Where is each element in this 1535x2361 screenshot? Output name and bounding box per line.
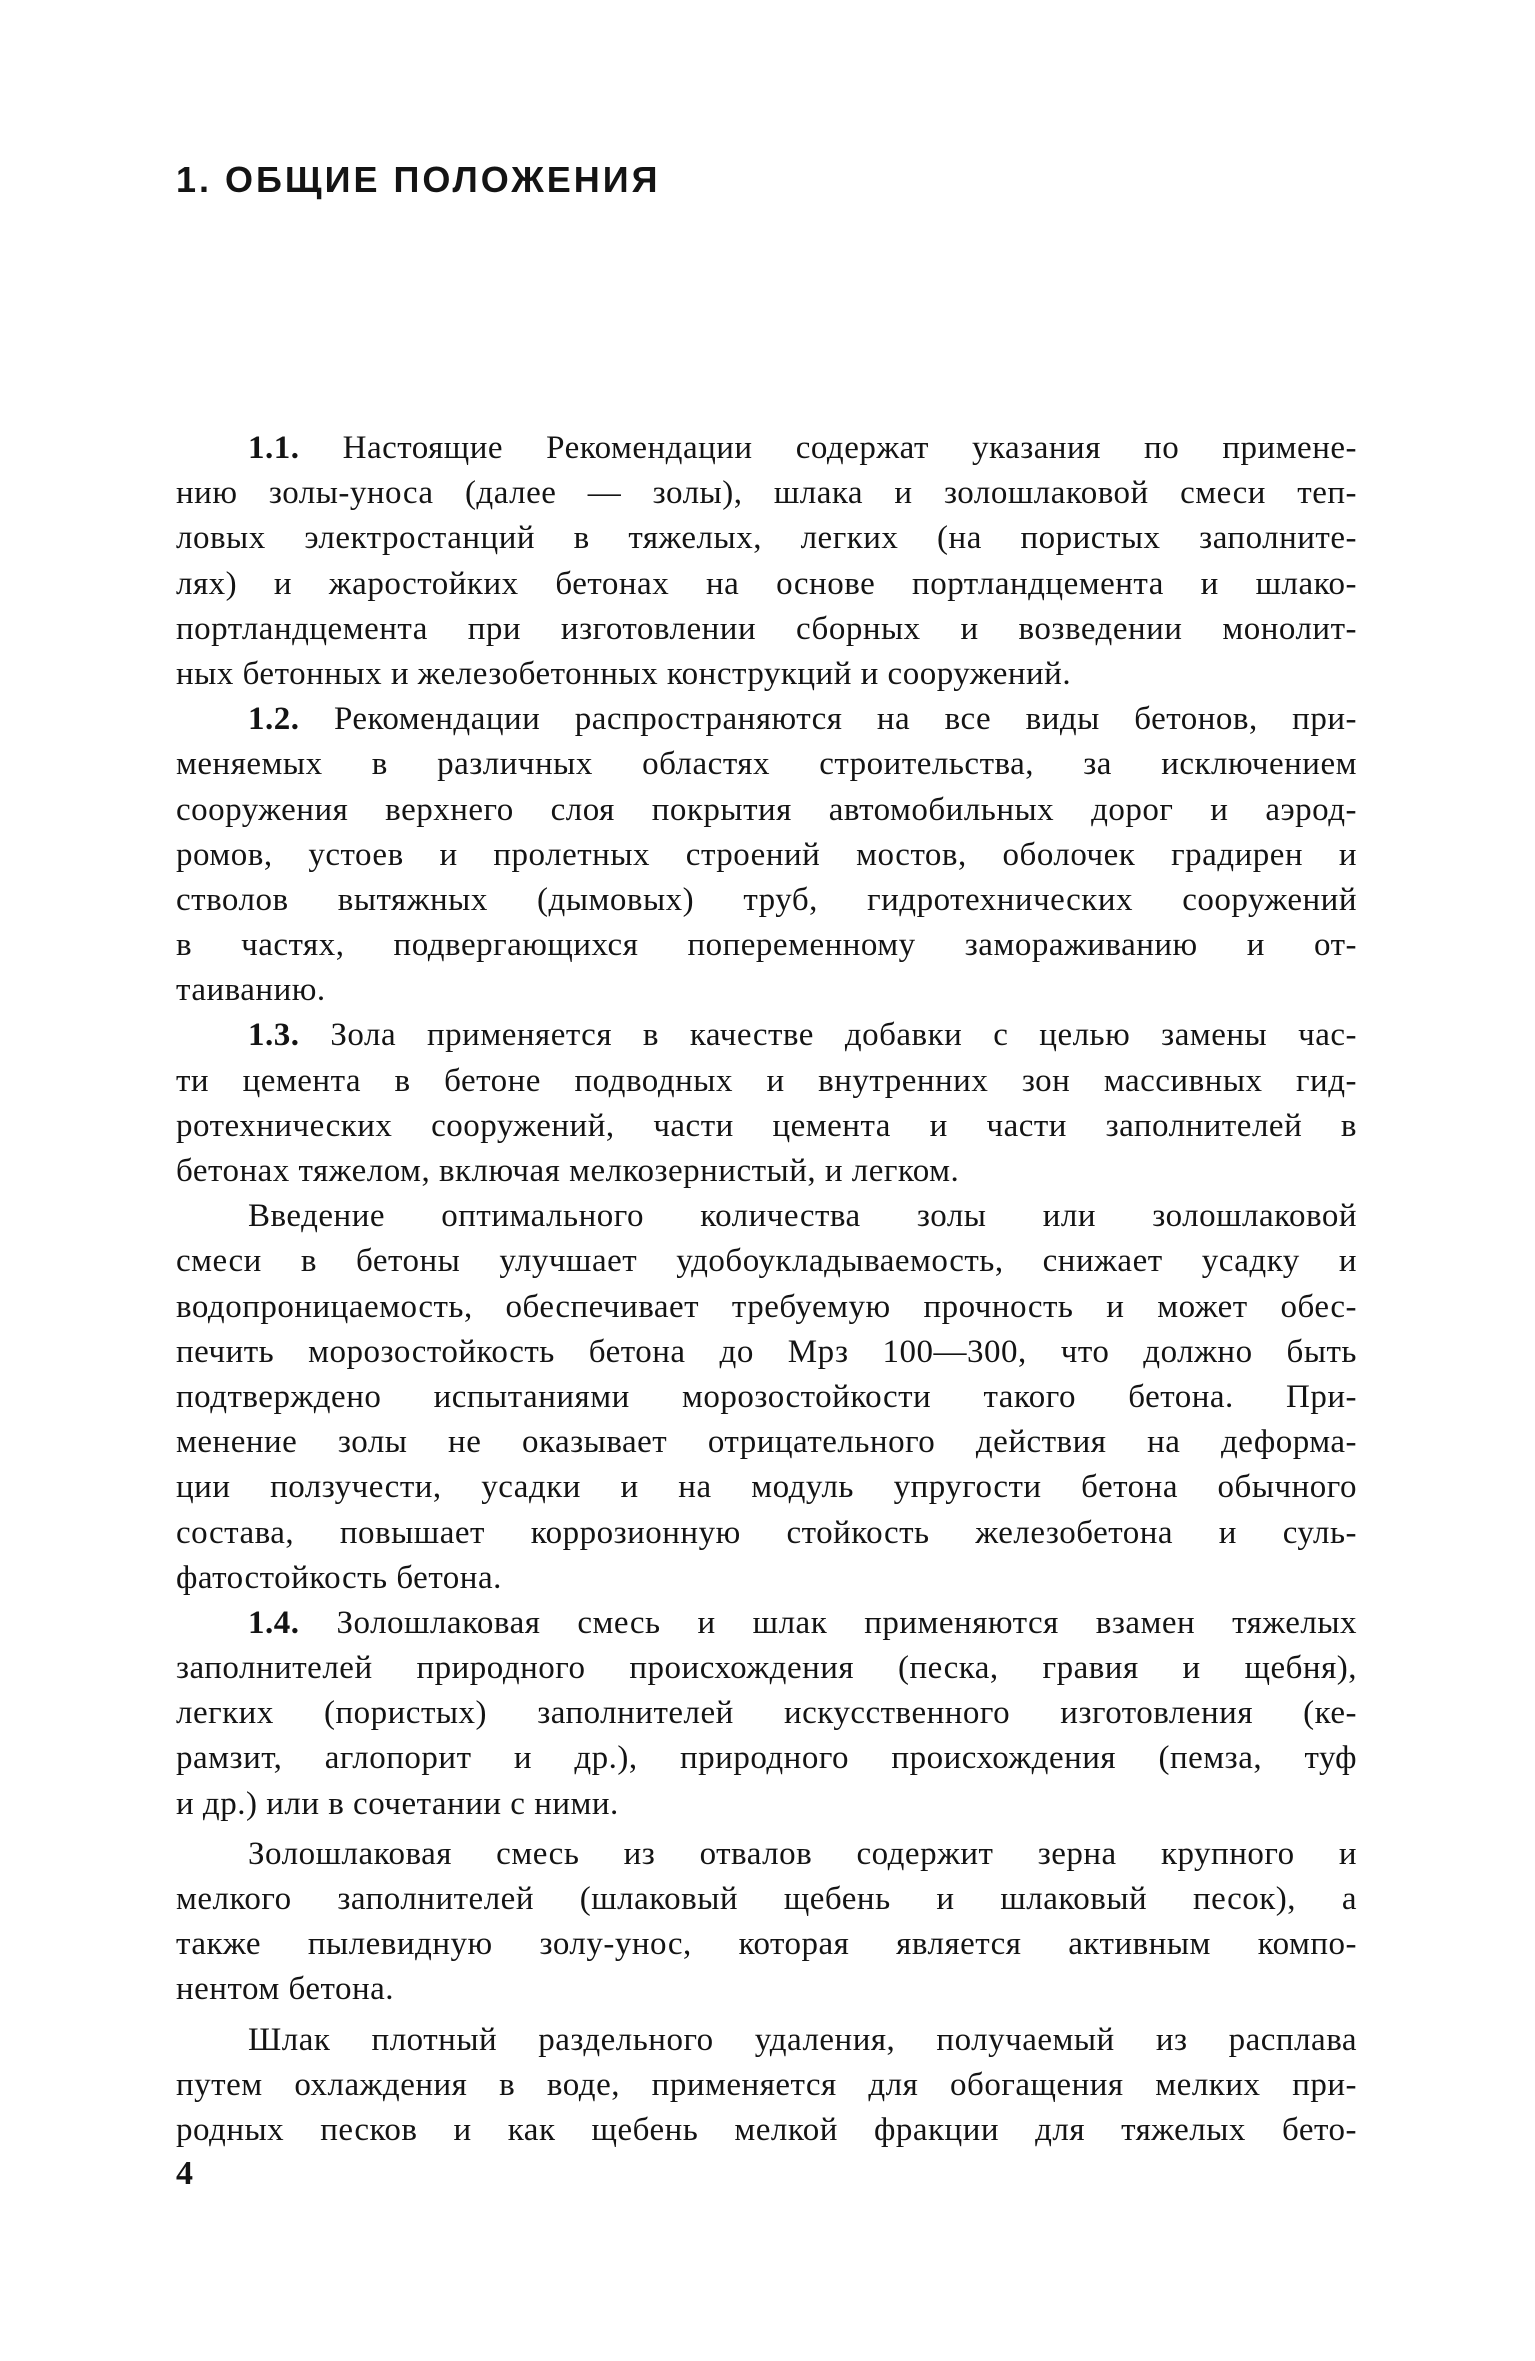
clause-start-line (176, 1013, 1357, 1058)
line-text: Золошлаковая смесь из отвалов содержит зерна крупного и (248, 1835, 1357, 1872)
line-text: родных песков и как щебень мелкой фракции для тяжелых бето- (176, 2111, 1357, 2148)
text-line (176, 923, 1357, 968)
text-line (176, 1877, 1357, 1922)
line-text: Зола применяется в качестве добавки с целью замены час- (299, 1017, 1357, 1054)
line-text: фатостойкость бетона. (176, 1559, 502, 1596)
clause-start-line (176, 697, 1357, 742)
text-line (176, 1239, 1357, 1284)
line-text: лях) и жаростойких бетонах на основе портландцемента и шлако- (176, 565, 1357, 602)
text-line (176, 1782, 1357, 1827)
clause-number: 1.3. (248, 1017, 300, 1054)
text-line (176, 788, 1357, 833)
line-text: меняемых в различных областях строительства, за исключением (176, 746, 1357, 783)
line-text: ции ползучести, усадки и на модуль упругости бетона обычного (176, 1469, 1357, 1506)
line-text: водопроницаемость, обеспечивает требуемую прочность и может обес- (176, 1288, 1357, 1325)
line-text: заполнителей природного происхождения (песка, гравия и щебня), (176, 1650, 1357, 1687)
line-text: подтверждено испытаниями морозостойкости такого бетона. При- (176, 1378, 1357, 1415)
text-line (176, 1059, 1357, 1104)
clause-number: 1.1. (248, 430, 300, 466)
text-line (176, 1967, 1357, 2012)
line-text: рамзит, аглопорит и др.), природного происхождения (пемза, туф (176, 1740, 1357, 1777)
body-text (176, 426, 1357, 2153)
text-line (176, 968, 1357, 1013)
line-text: ти цемента в бетоне подводных и внутренних зон массивных гид- (176, 1062, 1357, 1099)
text-line (176, 1420, 1357, 1465)
line-text: бетонах тяжелом, включая мелкозернистый, и легком. (176, 1153, 960, 1189)
clause-start-line (176, 1601, 1357, 1646)
line-text: смеси в бетоны улучшает удобоукладываемость, снижает усадку и (176, 1243, 1357, 1280)
text-line (176, 1465, 1357, 1510)
line-text: Шлак плотный раздельного удаления, получаемый из расплава (248, 2021, 1357, 2058)
text-line (176, 2018, 1357, 2063)
line-text: Золошлаковая смесь и шлак применяются взамен тяжелых (299, 1604, 1357, 1641)
line-text: ротехнических сооружений, части цемента и части заполнителей в (176, 1107, 1357, 1144)
line-text: Рекомендации распространяются на все виды бетонов, при- (299, 701, 1357, 738)
clause-number: 1.2. (248, 701, 300, 738)
section-heading: 1. ОБЩИЕ ПОЛОЖЕНИЯ (176, 159, 661, 200)
line-text: менение золы не оказывает отрицательного действия на деформа- (176, 1424, 1357, 1461)
line-text: также пылевидную золу-унос, которая является активным компо- (176, 1926, 1357, 1963)
text-line (176, 1330, 1357, 1375)
line-text: Настоящие Рекомендации содержат указания по примене- (299, 430, 1357, 466)
text-line (176, 1556, 1357, 1601)
line-text: стволов вытяжных (дымовых) труб, гидротехнических сооружений (176, 881, 1357, 918)
text-line (176, 562, 1357, 607)
text-line (176, 878, 1357, 923)
text-line (176, 652, 1357, 697)
text-line (176, 1104, 1357, 1149)
line-text: путем охлаждения в воде, применяется для обогащения мелких при- (176, 2066, 1357, 2103)
line-text: нентом бетона. (176, 1971, 395, 2008)
text-line (176, 833, 1357, 878)
line-text: ных бетонных и железобетонных конструкций и сооружений. (176, 655, 1072, 692)
line-text: ромов, устоев и пролетных строений мостов, оболочек градирен и (176, 836, 1357, 873)
line-text: сооружения верхнего слоя покрытия автомобильных дорог и аэрод- (176, 791, 1357, 828)
text-line (176, 1375, 1357, 1420)
line-text: состава, повышает коррозионную стойкость железобетона и суль- (176, 1514, 1357, 1551)
text-line (176, 2108, 1357, 2153)
text-line (176, 1832, 1357, 1877)
text-line (176, 1285, 1357, 1330)
text-line (176, 471, 1357, 516)
text-line (176, 2063, 1357, 2108)
text-line (176, 1646, 1357, 1691)
line-text: и др.) или в сочетании с ними. (176, 1785, 619, 1822)
clause-number: 1.4. (248, 1604, 300, 1641)
line-text: мелкого заполнителей (шлаковый щебень и шлаковый песок), а (176, 1881, 1357, 1917)
line-text: Введение оптимального количества золы или золошлаковой (248, 1198, 1357, 1235)
text-line (176, 607, 1357, 652)
text-line (176, 1149, 1357, 1194)
text-line (176, 516, 1357, 561)
text-line (176, 1194, 1357, 1239)
line-text: портландцемента при изготовлении сборных и возведении монолит- (176, 610, 1357, 647)
line-text: таиванию. (176, 972, 326, 1009)
line-text: в частях, подвергающихся попеременному замораживанию и от- (176, 927, 1357, 964)
text-line (176, 1691, 1357, 1736)
clause-start-line (176, 426, 1357, 471)
text-line (176, 1736, 1357, 1781)
line-text: легких (пористых) заполнителей искусственного изготовления (ке- (176, 1695, 1357, 1732)
line-text: печить морозостойкость бетона до Мрз 100—300, что должно быть (176, 1333, 1357, 1370)
line-text: нию золы-уноса (далее — золы), шлака и золошлаковой смеси теп- (176, 475, 1357, 512)
page-number: 4 (176, 2155, 193, 2192)
text-line (176, 1511, 1357, 1556)
line-text: ловых электростанций в тяжелых, легких (на пористых заполните- (176, 520, 1357, 557)
text-line (176, 1922, 1357, 1967)
text-line (176, 742, 1357, 787)
